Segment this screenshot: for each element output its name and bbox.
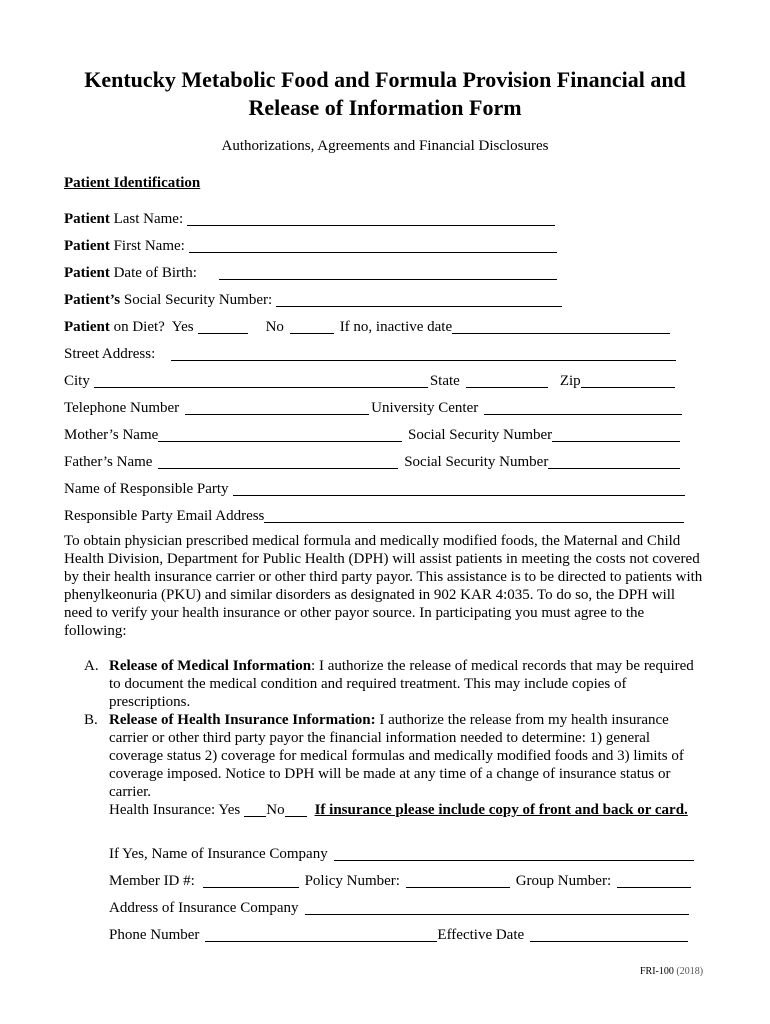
insurance-copy-note: If insurance please include copy of front and back or card. <box>314 802 688 818</box>
father-name-label: Father’s Name <box>64 454 153 470</box>
policy-number-label: Policy Number: <box>300 873 400 889</box>
university-label: University Center <box>371 400 479 416</box>
item-b-heading: Release of Health Insurance Information: <box>109 712 376 728</box>
title-line-2: Release of Information Form <box>248 95 522 120</box>
street-label: Street Address: <box>64 346 156 362</box>
member-id-row <box>109 872 693 890</box>
item-a-text: I authorize the release of medical records that may be required to document the medical condition and required treatment. This may include copies of prescriptions. <box>109 658 694 710</box>
telephone-row <box>64 399 684 417</box>
title-line-1: Kentucky Metabolic Food and Formula Provision Financial and <box>84 67 686 92</box>
diet-bold: Patient <box>64 319 110 335</box>
insurance-company-field[interactable] <box>334 846 694 861</box>
first-name-field[interactable] <box>189 238 557 253</box>
ssn-label: Social Security Number: <box>120 292 273 308</box>
item-a-sep: : <box>311 658 316 674</box>
effective-date-field[interactable] <box>530 927 688 942</box>
street-field[interactable] <box>171 346 676 361</box>
last-name-bold: Patient <box>64 211 110 227</box>
city-row <box>64 372 677 390</box>
item-b-text: I authorize the release from my health insurance carrier or other third party payor the financial information needed to determine: 1) general coverage status 2) coverage for medical formulas and medically modified foods and 3) limits of coverage imposed. Notice to DPH will be made at any time of a change of insurance status or carrier. <box>109 712 684 800</box>
responsible-party-row <box>64 480 687 498</box>
responsible-email-label: Responsible Party Email Address <box>64 508 265 524</box>
ssn-bold: Patient’s <box>64 292 121 308</box>
item-a-marker: A. <box>84 658 99 674</box>
mother-name-field[interactable] <box>158 427 402 442</box>
mother-name-label: Mother’s Name <box>64 427 159 443</box>
form-subtitle: Authorizations, Agreements and Financial Disclosures <box>221 138 549 154</box>
insurance-phone-field[interactable] <box>205 927 437 942</box>
diet-no-label: No <box>265 319 284 335</box>
inactive-date-field[interactable] <box>452 319 670 334</box>
member-id-field[interactable] <box>203 873 299 888</box>
release-insurance-item <box>84 711 704 801</box>
insurance-company-row <box>109 845 696 863</box>
last-name-label: Last Name: <box>109 211 184 227</box>
health-insurance-row <box>109 801 688 819</box>
father-ssn-label: Social Security Number <box>400 454 549 470</box>
zip-label: Zip <box>559 373 581 389</box>
health-insurance-yes-field[interactable] <box>244 802 266 817</box>
group-number-label: Group Number: <box>511 873 612 889</box>
intro-paragraph: To obtain physician prescribed medical formula and medically modified foods, the Maternal and Child Health Division, Department for Public Health (DPH) will assist patients in meeting the costs not covered by their health insurance carrier or other third party payor. This assistance is to be directed to patients with phenylkeonuria (PKU) and similar disorders as designated in 902 KAR 4:035. To do so, the DPH will need to verify your health insurance or other payor source. In participating you must agree to the following: <box>64 533 703 639</box>
inactive-date-label: If no, inactive date <box>335 319 453 335</box>
form-title <box>0 66 770 122</box>
mother-ssn-label: Social Security Number <box>404 427 553 443</box>
diet-yes-label: on Diet? Yes <box>109 319 194 335</box>
telephone-label: Telephone Number <box>64 400 180 416</box>
insurance-address-label: Address of Insurance Company <box>109 900 299 916</box>
father-row <box>64 453 682 471</box>
insurance-phone-label: Phone Number <box>109 927 200 943</box>
item-b-marker: B. <box>84 712 98 728</box>
responsible-party-label: Name of Responsible Party <box>64 481 229 497</box>
last-name-field[interactable] <box>187 211 555 226</box>
father-name-field[interactable] <box>158 454 398 469</box>
responsible-email-row <box>64 507 686 525</box>
health-insurance-yes-label: Health Insurance: Yes <box>109 802 241 818</box>
city-field[interactable] <box>94 373 428 388</box>
health-insurance-no-label: No <box>266 802 285 818</box>
responsible-party-field[interactable] <box>233 481 685 496</box>
insurance-company-label: If Yes, Name of Insurance Company <box>109 846 328 862</box>
group-number-field[interactable] <box>617 873 691 888</box>
form-code-id: FRI-100 <box>640 966 674 977</box>
first-name-row <box>64 237 559 255</box>
city-label: City <box>64 373 90 389</box>
insurance-address-field[interactable] <box>305 900 689 915</box>
ssn-field[interactable] <box>276 292 562 307</box>
effective-date-label: Effective Date <box>437 927 525 943</box>
diet-no-field[interactable] <box>290 319 334 334</box>
insurance-address-row <box>109 899 691 917</box>
first-name-label: First Name: <box>109 238 185 254</box>
state-label: State <box>429 373 460 389</box>
member-id-label: Member ID #: <box>109 873 195 889</box>
diet-row <box>64 318 672 336</box>
mother-ssn-field[interactable] <box>552 427 680 442</box>
university-field[interactable] <box>484 400 682 415</box>
dob-field[interactable] <box>219 265 557 280</box>
zip-field[interactable] <box>581 373 675 388</box>
item-a-heading: Release of Medical Information <box>109 658 312 674</box>
street-row <box>64 345 678 363</box>
diet-yes-field[interactable] <box>198 319 248 334</box>
dob-bold: Patient <box>64 265 110 281</box>
responsible-email-field[interactable] <box>264 508 684 523</box>
first-name-bold: Patient <box>64 238 110 254</box>
form-code-year: (2018) <box>676 966 704 977</box>
policy-number-field[interactable] <box>406 873 510 888</box>
ssn-row <box>64 291 564 309</box>
release-medical-item <box>84 657 704 711</box>
mother-row <box>64 426 682 444</box>
last-name-row <box>64 210 557 228</box>
patient-identification-heading: Patient Identification <box>64 175 201 191</box>
health-insurance-no-field[interactable] <box>285 802 307 817</box>
dob-label: Date of Birth: <box>109 265 197 281</box>
insurance-phone-row <box>109 926 690 944</box>
state-field[interactable] <box>466 373 548 388</box>
dob-row <box>64 264 559 282</box>
form-code <box>640 966 703 977</box>
telephone-field[interactable] <box>185 400 369 415</box>
father-ssn-field[interactable] <box>548 454 680 469</box>
